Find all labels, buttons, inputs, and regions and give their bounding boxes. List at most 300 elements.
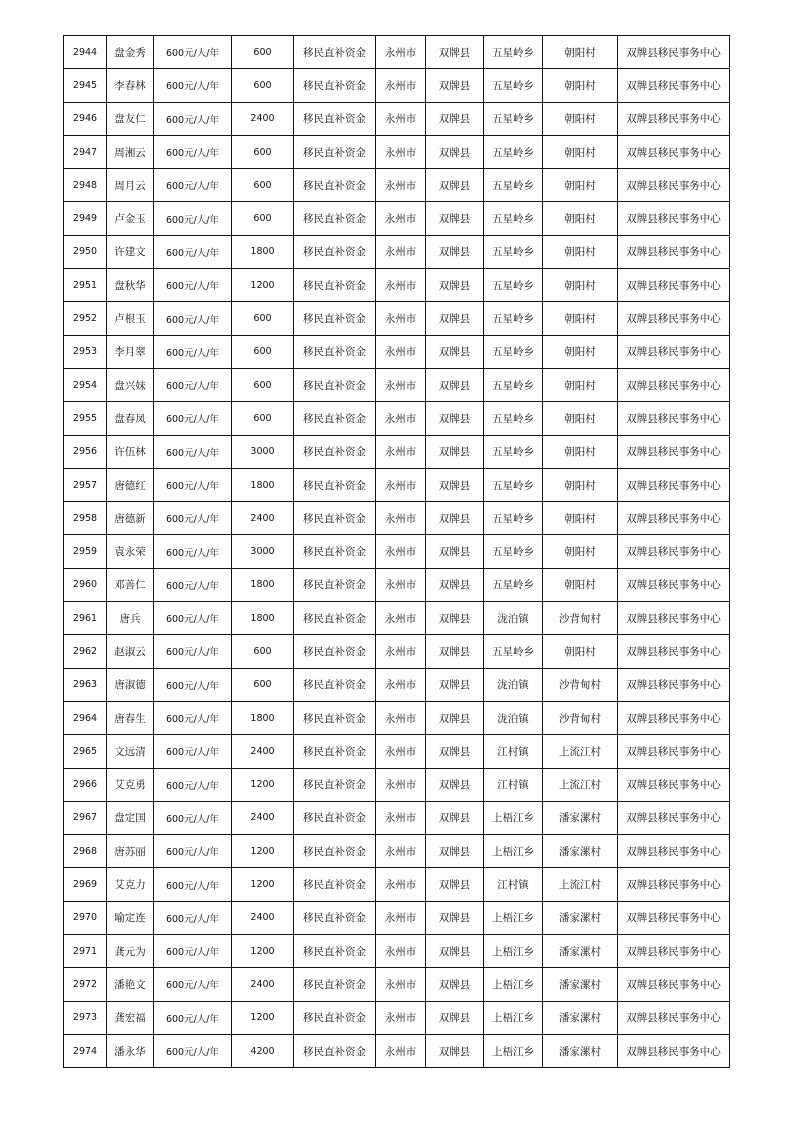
- cell-township: 五星岭乡: [484, 368, 543, 401]
- cell-agency: 双牌县移民事务中心: [618, 568, 730, 601]
- cell-county: 双牌县: [426, 36, 484, 69]
- cell-village: 朝阳村: [543, 468, 618, 501]
- cell-city: 永州市: [376, 602, 426, 635]
- table-row: [64, 701, 730, 734]
- cell-fund-type: 移民直补资金: [294, 935, 376, 968]
- cell-amount: 600: [232, 368, 294, 401]
- cell-amount: 2400: [232, 502, 294, 535]
- cell-township: 泷泊镇: [484, 602, 543, 635]
- cell-agency: 双牌县移民事务中心: [618, 968, 730, 1001]
- cell-name: 龚宏福: [107, 1001, 154, 1034]
- cell-village: 上流江村: [543, 768, 618, 801]
- cell-city: 永州市: [376, 868, 426, 901]
- cell-fund-type: 移民直补资金: [294, 235, 376, 268]
- cell-index: 2962: [64, 635, 107, 668]
- cell-city: 永州市: [376, 701, 426, 734]
- cell-name: 许伍林: [107, 435, 154, 468]
- cell-city: 永州市: [376, 335, 426, 368]
- cell-village: 潘家漯村: [543, 968, 618, 1001]
- cell-village: 朝阳村: [543, 302, 618, 335]
- cell-fund-type: 移民直补资金: [294, 1034, 376, 1067]
- cell-fund-type: 移民直补资金: [294, 435, 376, 468]
- cell-standard: 600元/人/年: [154, 36, 232, 69]
- cell-index: 2946: [64, 102, 107, 135]
- table-row: [64, 935, 730, 968]
- cell-county: 双牌县: [426, 635, 484, 668]
- cell-agency: 双牌县移民事务中心: [618, 36, 730, 69]
- cell-county: 双牌县: [426, 768, 484, 801]
- table-row: [64, 568, 730, 601]
- cell-fund-type: 移民直补资金: [294, 668, 376, 701]
- cell-index: 2951: [64, 269, 107, 302]
- cell-name: 龚元为: [107, 935, 154, 968]
- cell-name: 盘友仁: [107, 102, 154, 135]
- cell-standard: 600元/人/年: [154, 1034, 232, 1067]
- cell-agency: 双牌县移民事务中心: [618, 435, 730, 468]
- cell-village: 朝阳村: [543, 102, 618, 135]
- table-row: [64, 502, 730, 535]
- table-row: [64, 435, 730, 468]
- cell-fund-type: 移民直补资金: [294, 568, 376, 601]
- cell-amount: 600: [232, 402, 294, 435]
- cell-amount: 1200: [232, 269, 294, 302]
- cell-fund-type: 移民直补资金: [294, 602, 376, 635]
- cell-fund-type: 移民直补资金: [294, 502, 376, 535]
- cell-township: 五星岭乡: [484, 502, 543, 535]
- cell-amount: 600: [232, 302, 294, 335]
- table-row: [64, 668, 730, 701]
- cell-township: 江村镇: [484, 868, 543, 901]
- cell-city: 永州市: [376, 169, 426, 202]
- cell-index: 2945: [64, 69, 107, 102]
- cell-village: 潘家漯村: [543, 835, 618, 868]
- cell-village: 潘家漯村: [543, 935, 618, 968]
- cell-agency: 双牌县移民事务中心: [618, 69, 730, 102]
- cell-name: 卢根玉: [107, 302, 154, 335]
- cell-village: 潘家漯村: [543, 901, 618, 934]
- cell-city: 永州市: [376, 135, 426, 168]
- cell-standard: 600元/人/年: [154, 302, 232, 335]
- cell-county: 双牌县: [426, 1001, 484, 1034]
- cell-amount: 2400: [232, 735, 294, 768]
- cell-township: 五星岭乡: [484, 402, 543, 435]
- cell-village: 上流江村: [543, 735, 618, 768]
- cell-name: 文远清: [107, 735, 154, 768]
- subsidy-table: [63, 35, 730, 1068]
- cell-amount: 1800: [232, 468, 294, 501]
- cell-name: 盘兴妹: [107, 368, 154, 401]
- cell-city: 永州市: [376, 935, 426, 968]
- cell-agency: 双牌县移民事务中心: [618, 935, 730, 968]
- cell-index: 2974: [64, 1034, 107, 1067]
- cell-city: 永州市: [376, 535, 426, 568]
- cell-standard: 600元/人/年: [154, 1001, 232, 1034]
- table-row: [64, 335, 730, 368]
- cell-township: 上梧江乡: [484, 1034, 543, 1067]
- cell-standard: 600元/人/年: [154, 668, 232, 701]
- cell-agency: 双牌县移民事务中心: [618, 269, 730, 302]
- cell-township: 泷泊镇: [484, 668, 543, 701]
- cell-city: 永州市: [376, 102, 426, 135]
- cell-township: 五星岭乡: [484, 135, 543, 168]
- cell-standard: 600元/人/年: [154, 835, 232, 868]
- cell-township: 五星岭乡: [484, 36, 543, 69]
- cell-county: 双牌县: [426, 502, 484, 535]
- cell-village: 朝阳村: [543, 169, 618, 202]
- cell-township: 江村镇: [484, 768, 543, 801]
- cell-amount: 1200: [232, 868, 294, 901]
- table-row: [64, 1001, 730, 1034]
- cell-fund-type: 移民直补资金: [294, 801, 376, 834]
- cell-fund-type: 移民直补资金: [294, 402, 376, 435]
- cell-county: 双牌县: [426, 602, 484, 635]
- cell-village: 朝阳村: [543, 335, 618, 368]
- cell-village: 沙背甸村: [543, 668, 618, 701]
- cell-village: 潘家漯村: [543, 801, 618, 834]
- cell-fund-type: 移民直补资金: [294, 135, 376, 168]
- cell-standard: 600元/人/年: [154, 701, 232, 734]
- cell-city: 永州市: [376, 435, 426, 468]
- cell-city: 永州市: [376, 69, 426, 102]
- cell-index: 2956: [64, 435, 107, 468]
- cell-county: 双牌县: [426, 835, 484, 868]
- cell-standard: 600元/人/年: [154, 69, 232, 102]
- table-row: [64, 235, 730, 268]
- cell-township: 五星岭乡: [484, 568, 543, 601]
- cell-agency: 双牌县移民事务中心: [618, 468, 730, 501]
- cell-standard: 600元/人/年: [154, 269, 232, 302]
- cell-name: 盘定国: [107, 801, 154, 834]
- cell-amount: 1800: [232, 235, 294, 268]
- cell-township: 五星岭乡: [484, 468, 543, 501]
- cell-fund-type: 移民直补资金: [294, 901, 376, 934]
- table-row: [64, 36, 730, 69]
- cell-index: 2955: [64, 402, 107, 435]
- cell-amount: 4200: [232, 1034, 294, 1067]
- cell-name: 李春林: [107, 69, 154, 102]
- cell-index: 2944: [64, 36, 107, 69]
- cell-name: 喻定连: [107, 901, 154, 934]
- cell-name: 周湘云: [107, 135, 154, 168]
- cell-township: 上梧江乡: [484, 901, 543, 934]
- cell-name: 周月云: [107, 169, 154, 202]
- cell-name: 邓善仁: [107, 568, 154, 601]
- cell-township: 五星岭乡: [484, 235, 543, 268]
- table-row: [64, 835, 730, 868]
- cell-index: 2949: [64, 202, 107, 235]
- cell-standard: 600元/人/年: [154, 801, 232, 834]
- cell-city: 永州市: [376, 36, 426, 69]
- cell-county: 双牌县: [426, 335, 484, 368]
- cell-village: 朝阳村: [543, 135, 618, 168]
- cell-township: 上梧江乡: [484, 801, 543, 834]
- cell-standard: 600元/人/年: [154, 169, 232, 202]
- cell-name: 唐苏丽: [107, 835, 154, 868]
- cell-standard: 600元/人/年: [154, 235, 232, 268]
- cell-agency: 双牌县移民事务中心: [618, 235, 730, 268]
- cell-standard: 600元/人/年: [154, 202, 232, 235]
- cell-standard: 600元/人/年: [154, 901, 232, 934]
- table-body: [64, 36, 730, 1068]
- cell-index: 2966: [64, 768, 107, 801]
- cell-village: 朝阳村: [543, 568, 618, 601]
- cell-township: 上梧江乡: [484, 968, 543, 1001]
- cell-amount: 2400: [232, 968, 294, 1001]
- cell-index: 2957: [64, 468, 107, 501]
- table-row: [64, 368, 730, 401]
- cell-county: 双牌县: [426, 235, 484, 268]
- cell-county: 双牌县: [426, 901, 484, 934]
- cell-index: 2967: [64, 801, 107, 834]
- cell-agency: 双牌县移民事务中心: [618, 768, 730, 801]
- cell-name: 盘春凤: [107, 402, 154, 435]
- cell-fund-type: 移民直补资金: [294, 102, 376, 135]
- cell-fund-type: 移民直补资金: [294, 1001, 376, 1034]
- subsidy-table-sheet: [63, 35, 729, 1068]
- cell-township: 五星岭乡: [484, 635, 543, 668]
- table-row: [64, 868, 730, 901]
- cell-county: 双牌县: [426, 468, 484, 501]
- cell-county: 双牌县: [426, 69, 484, 102]
- cell-fund-type: 移民直补资金: [294, 868, 376, 901]
- table-row: [64, 535, 730, 568]
- cell-township: 上梧江乡: [484, 835, 543, 868]
- cell-standard: 600元/人/年: [154, 868, 232, 901]
- cell-agency: 双牌县移民事务中心: [618, 701, 730, 734]
- cell-index: 2958: [64, 502, 107, 535]
- cell-agency: 双牌县移民事务中心: [618, 868, 730, 901]
- cell-fund-type: 移民直补资金: [294, 269, 376, 302]
- cell-county: 双牌县: [426, 368, 484, 401]
- cell-fund-type: 移民直补资金: [294, 835, 376, 868]
- cell-fund-type: 移民直补资金: [294, 69, 376, 102]
- cell-village: 潘家漯村: [543, 1001, 618, 1034]
- cell-city: 永州市: [376, 302, 426, 335]
- cell-index: 2970: [64, 901, 107, 934]
- cell-amount: 600: [232, 668, 294, 701]
- cell-township: 五星岭乡: [484, 269, 543, 302]
- cell-agency: 双牌县移民事务中心: [618, 302, 730, 335]
- table-row: [64, 202, 730, 235]
- table-row: [64, 302, 730, 335]
- cell-city: 永州市: [376, 668, 426, 701]
- cell-city: 永州市: [376, 968, 426, 1001]
- cell-city: 永州市: [376, 368, 426, 401]
- cell-county: 双牌县: [426, 435, 484, 468]
- cell-county: 双牌县: [426, 935, 484, 968]
- cell-city: 永州市: [376, 1001, 426, 1034]
- cell-township: 泷泊镇: [484, 701, 543, 734]
- cell-village: 朝阳村: [543, 69, 618, 102]
- cell-village: 朝阳村: [543, 435, 618, 468]
- cell-amount: 600: [232, 69, 294, 102]
- cell-county: 双牌县: [426, 701, 484, 734]
- table-row: [64, 468, 730, 501]
- cell-city: 永州市: [376, 568, 426, 601]
- cell-amount: 1200: [232, 835, 294, 868]
- cell-city: 永州市: [376, 735, 426, 768]
- cell-name: 卢金玉: [107, 202, 154, 235]
- cell-standard: 600元/人/年: [154, 102, 232, 135]
- cell-agency: 双牌县移民事务中心: [618, 368, 730, 401]
- cell-village: 朝阳村: [543, 368, 618, 401]
- table-row: [64, 135, 730, 168]
- cell-fund-type: 移民直补资金: [294, 735, 376, 768]
- cell-fund-type: 移民直补资金: [294, 968, 376, 1001]
- cell-amount: 1200: [232, 768, 294, 801]
- cell-village: 朝阳村: [543, 502, 618, 535]
- cell-name: 潘艳文: [107, 968, 154, 1001]
- cell-city: 永州市: [376, 502, 426, 535]
- cell-agency: 双牌县移民事务中心: [618, 135, 730, 168]
- cell-fund-type: 移民直补资金: [294, 302, 376, 335]
- cell-village: 朝阳村: [543, 535, 618, 568]
- cell-amount: 600: [232, 335, 294, 368]
- cell-index: 2952: [64, 302, 107, 335]
- cell-county: 双牌县: [426, 169, 484, 202]
- cell-city: 永州市: [376, 768, 426, 801]
- cell-fund-type: 移民直补资金: [294, 368, 376, 401]
- cell-county: 双牌县: [426, 202, 484, 235]
- cell-agency: 双牌县移民事务中心: [618, 335, 730, 368]
- cell-agency: 双牌县移民事务中心: [618, 735, 730, 768]
- cell-township: 五星岭乡: [484, 69, 543, 102]
- cell-city: 永州市: [376, 1034, 426, 1067]
- cell-fund-type: 移民直补资金: [294, 635, 376, 668]
- cell-standard: 600元/人/年: [154, 735, 232, 768]
- cell-standard: 600元/人/年: [154, 968, 232, 1001]
- table-row: [64, 968, 730, 1001]
- cell-agency: 双牌县移民事务中心: [618, 835, 730, 868]
- cell-county: 双牌县: [426, 735, 484, 768]
- cell-index: 2950: [64, 235, 107, 268]
- cell-index: 2963: [64, 668, 107, 701]
- cell-village: 朝阳村: [543, 235, 618, 268]
- cell-county: 双牌县: [426, 801, 484, 834]
- cell-index: 2948: [64, 169, 107, 202]
- table-row: [64, 1034, 730, 1067]
- cell-amount: 2400: [232, 901, 294, 934]
- cell-index: 2971: [64, 935, 107, 968]
- cell-village: 朝阳村: [543, 402, 618, 435]
- cell-township: 五星岭乡: [484, 435, 543, 468]
- cell-village: 沙背甸村: [543, 701, 618, 734]
- table-row: [64, 69, 730, 102]
- cell-city: 永州市: [376, 202, 426, 235]
- cell-fund-type: 移民直补资金: [294, 335, 376, 368]
- cell-city: 永州市: [376, 835, 426, 868]
- cell-index: 2961: [64, 602, 107, 635]
- cell-standard: 600元/人/年: [154, 568, 232, 601]
- cell-name: 艾克力: [107, 868, 154, 901]
- cell-name: 艾克勇: [107, 768, 154, 801]
- cell-agency: 双牌县移民事务中心: [618, 1034, 730, 1067]
- cell-fund-type: 移民直补资金: [294, 202, 376, 235]
- cell-name: 唐兵: [107, 602, 154, 635]
- table-row: [64, 635, 730, 668]
- cell-amount: 1800: [232, 568, 294, 601]
- cell-township: 五星岭乡: [484, 535, 543, 568]
- cell-township: 五星岭乡: [484, 102, 543, 135]
- cell-agency: 双牌县移民事务中心: [618, 901, 730, 934]
- cell-village: 沙背甸村: [543, 602, 618, 635]
- cell-county: 双牌县: [426, 668, 484, 701]
- cell-amount: 1200: [232, 935, 294, 968]
- cell-county: 双牌县: [426, 402, 484, 435]
- cell-county: 双牌县: [426, 568, 484, 601]
- table-row: [64, 169, 730, 202]
- cell-index: 2954: [64, 368, 107, 401]
- cell-township: 上梧江乡: [484, 935, 543, 968]
- cell-name: 盘金秀: [107, 36, 154, 69]
- cell-amount: 600: [232, 635, 294, 668]
- cell-index: 2964: [64, 701, 107, 734]
- cell-township: 五星岭乡: [484, 302, 543, 335]
- cell-index: 2960: [64, 568, 107, 601]
- cell-agency: 双牌县移民事务中心: [618, 602, 730, 635]
- cell-township: 江村镇: [484, 735, 543, 768]
- cell-city: 永州市: [376, 801, 426, 834]
- cell-name: 盘秋华: [107, 269, 154, 302]
- cell-county: 双牌县: [426, 269, 484, 302]
- cell-city: 永州市: [376, 468, 426, 501]
- cell-name: 李月翠: [107, 335, 154, 368]
- cell-amount: 3000: [232, 535, 294, 568]
- cell-index: 2969: [64, 868, 107, 901]
- cell-agency: 双牌县移民事务中心: [618, 635, 730, 668]
- cell-index: 2947: [64, 135, 107, 168]
- cell-village: 朝阳村: [543, 202, 618, 235]
- cell-township: 五星岭乡: [484, 202, 543, 235]
- cell-index: 2972: [64, 968, 107, 1001]
- cell-agency: 双牌县移民事务中心: [618, 668, 730, 701]
- cell-township: 五星岭乡: [484, 169, 543, 202]
- cell-amount: 2400: [232, 102, 294, 135]
- cell-agency: 双牌县移民事务中心: [618, 102, 730, 135]
- cell-county: 双牌县: [426, 135, 484, 168]
- cell-county: 双牌县: [426, 535, 484, 568]
- table-row: [64, 768, 730, 801]
- cell-index: 2968: [64, 835, 107, 868]
- cell-amount: 1800: [232, 602, 294, 635]
- cell-agency: 双牌县移民事务中心: [618, 801, 730, 834]
- cell-fund-type: 移民直补资金: [294, 169, 376, 202]
- cell-agency: 双牌县移民事务中心: [618, 502, 730, 535]
- table-row: [64, 269, 730, 302]
- cell-county: 双牌县: [426, 102, 484, 135]
- table-row: [64, 102, 730, 135]
- cell-county: 双牌县: [426, 968, 484, 1001]
- cell-name: 赵淑云: [107, 635, 154, 668]
- cell-standard: 600元/人/年: [154, 635, 232, 668]
- cell-fund-type: 移民直补资金: [294, 36, 376, 69]
- cell-index: 2973: [64, 1001, 107, 1034]
- cell-agency: 双牌县移民事务中心: [618, 402, 730, 435]
- cell-name: 许建文: [107, 235, 154, 268]
- cell-village: 朝阳村: [543, 36, 618, 69]
- cell-standard: 600元/人/年: [154, 435, 232, 468]
- cell-fund-type: 移民直补资金: [294, 535, 376, 568]
- cell-standard: 600元/人/年: [154, 335, 232, 368]
- cell-index: 2965: [64, 735, 107, 768]
- table-row: [64, 735, 730, 768]
- cell-city: 永州市: [376, 635, 426, 668]
- cell-township: 上梧江乡: [484, 1001, 543, 1034]
- cell-standard: 600元/人/年: [154, 402, 232, 435]
- cell-name: 唐春生: [107, 701, 154, 734]
- cell-amount: 600: [232, 135, 294, 168]
- cell-standard: 600元/人/年: [154, 602, 232, 635]
